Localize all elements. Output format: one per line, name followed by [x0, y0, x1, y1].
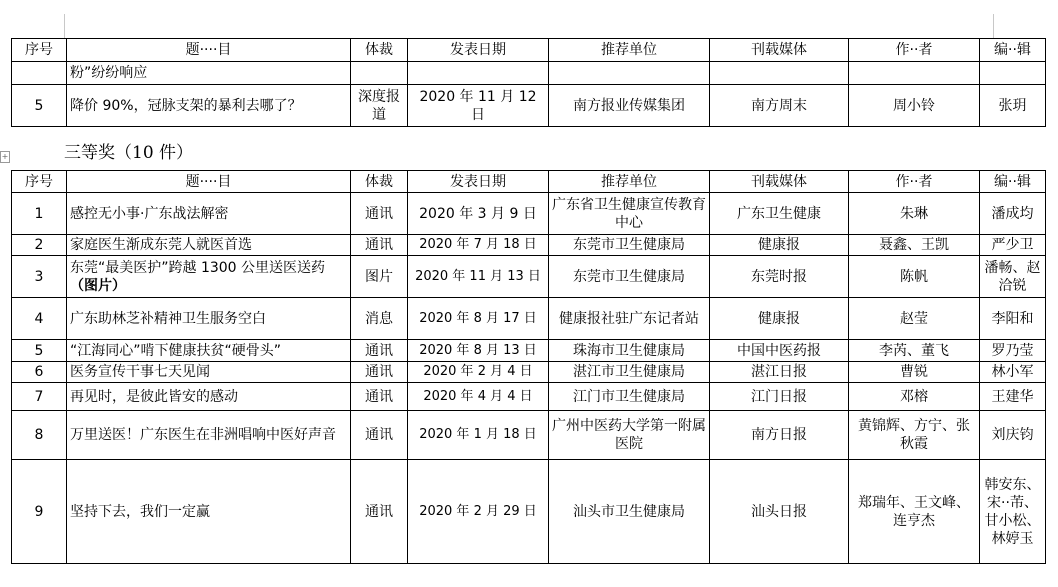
cell-title	[67, 256, 351, 298]
cell-unit: 东莞市卫生健康局	[549, 256, 710, 298]
cell-media: 江门日报	[710, 383, 849, 411]
header-no: 序号	[12, 39, 67, 62]
cell-date: 2020 年 11 月 13 日	[408, 256, 549, 298]
cell-no: 9	[12, 460, 67, 564]
cell-author: 聂鑫、王凯	[849, 235, 980, 256]
section-title: 三等奖（10 件）	[64, 143, 194, 163]
cell-media: 中国中医药报	[710, 340, 849, 362]
cell-media: 南方日报	[710, 411, 849, 460]
cell-no: 7	[12, 383, 67, 411]
cell-title: 医务宣传干事七天见闻	[67, 362, 351, 383]
cell-genre: 通讯	[351, 460, 408, 564]
cell-no	[12, 62, 67, 85]
cell-author: 邓榕	[849, 383, 980, 411]
cell-media: 汕头日报	[710, 460, 849, 564]
cell-title: 坚持下去，我们一定赢	[67, 460, 351, 564]
cell-unit: 江门市卫生健康局	[549, 383, 710, 411]
table-row	[12, 460, 1046, 564]
cell-no: 3	[12, 256, 67, 298]
margin-guide-right	[993, 14, 994, 38]
cell-unit	[549, 62, 710, 85]
cell-genre: 通讯	[351, 383, 408, 411]
table-row	[12, 298, 1046, 340]
cell-date	[408, 62, 549, 85]
cell-genre: 消息	[351, 298, 408, 340]
cell-author: 陈帆	[849, 256, 980, 298]
cell-editor: 潘畅、赵洽锐	[980, 256, 1046, 298]
cell-no: 8	[12, 411, 67, 460]
header-editor: 编··辑	[980, 39, 1046, 62]
cell-date: 2020 年 7 月 18 日	[408, 235, 549, 256]
header-genre: 体裁	[351, 171, 408, 193]
table-row	[12, 85, 1046, 127]
cell-editor: 林小军	[980, 362, 1046, 383]
cell-editor: 韩安东、宋··芾、甘小松、林婷玉	[980, 460, 1046, 564]
cell-unit: 健康报社驻广东记者站	[549, 298, 710, 340]
cell-title: 粉”纷纷响应	[67, 62, 351, 85]
table-row	[12, 411, 1046, 460]
cell-author: 朱琳	[849, 193, 980, 235]
header-title: 题····目	[67, 171, 351, 193]
table-row	[12, 256, 1046, 298]
header-title: 题····目	[67, 39, 351, 62]
cell-genre	[351, 62, 408, 85]
cell-no: 4	[12, 298, 67, 340]
cell-author	[849, 62, 980, 85]
header-unit: 推荐单位	[549, 171, 710, 193]
cell-genre: 通讯	[351, 362, 408, 383]
header-date: 发表日期	[408, 39, 549, 62]
cell-unit: 广东省卫生健康宣传教育中心	[549, 193, 710, 235]
cell-media: 东莞时报	[710, 256, 849, 298]
margin-guide-left	[64, 14, 65, 38]
cell-genre: 通讯	[351, 340, 408, 362]
cell-title-bold: （图片）	[70, 277, 126, 294]
cell-genre: 深度报道	[351, 85, 408, 127]
table-row	[12, 362, 1046, 383]
cell-date: 2020 年 8 月 13 日	[408, 340, 549, 362]
cell-unit: 汕头市卫生健康局	[549, 460, 710, 564]
cell-no: 1	[12, 193, 67, 235]
table-row	[12, 383, 1046, 411]
cell-no: 6	[12, 362, 67, 383]
cell-date: 2020 年 8 月 17 日	[408, 298, 549, 340]
header-no: 序号	[12, 171, 67, 193]
header-unit: 推荐单位	[549, 39, 710, 62]
cell-date: 2020 年 3 月 9 日	[408, 193, 549, 235]
cell-genre: 通讯	[351, 411, 408, 460]
cell-no: 2	[12, 235, 67, 256]
cell-editor: 潘成均	[980, 193, 1046, 235]
cell-editor: 李阳和	[980, 298, 1046, 340]
cell-editor: 刘庆钧	[980, 411, 1046, 460]
table-header-row	[12, 39, 1046, 62]
cell-editor: 张玥	[980, 85, 1046, 127]
table-row	[12, 62, 1046, 85]
cell-media	[710, 62, 849, 85]
table-anchor-icon[interactable]: +	[1, 152, 9, 161]
awards-table-continued	[11, 38, 1046, 127]
cell-title: 再见时，是彼此皆安的感动	[67, 383, 351, 411]
cell-title: 万里送医！广东医生在非洲唱响中医好声音	[67, 411, 351, 460]
cell-unit: 东莞市卫生健康局	[549, 235, 710, 256]
table-row	[12, 340, 1046, 362]
header-author: 作··者	[849, 171, 980, 193]
cell-date: 2020 年 4 月 4 日	[408, 383, 549, 411]
cell-author: 黄锦辉、方宁、张秋霞	[849, 411, 980, 460]
header-genre: 体裁	[351, 39, 408, 62]
cell-media: 南方周末	[710, 85, 849, 127]
cell-date: 2020 年 2 月 4 日	[408, 362, 549, 383]
cell-editor: 罗乃莹	[980, 340, 1046, 362]
header-editor: 编··辑	[980, 171, 1046, 193]
table-row	[12, 235, 1046, 256]
cell-date: 2020 年 1 月 18 日	[408, 411, 549, 460]
cell-unit: 南方报业传媒集团	[549, 85, 710, 127]
table-row	[12, 193, 1046, 235]
header-media: 刊载媒体	[710, 171, 849, 193]
cell-title: 家庭医生渐成东莞人就医首选	[67, 235, 351, 256]
cell-title-text: 东莞“最美医护”跨越 1300 公里送医送药	[70, 259, 326, 276]
cell-title: 感控无小事·广东战法解密	[67, 193, 351, 235]
cell-date: 2020 年 2 月 29 日	[408, 460, 549, 564]
header-media: 刊载媒体	[710, 39, 849, 62]
table-header-row	[12, 171, 1046, 193]
cell-genre: 图片	[351, 256, 408, 298]
cell-no: 5	[12, 340, 67, 362]
cell-unit: 湛江市卫生健康局	[549, 362, 710, 383]
cell-media: 健康报	[710, 298, 849, 340]
header-date: 发表日期	[408, 171, 549, 193]
cell-media: 湛江日报	[710, 362, 849, 383]
cell-unit: 珠海市卫生健康局	[549, 340, 710, 362]
cell-unit: 广州中医药大学第一附属医院	[549, 411, 710, 460]
cell-editor: 严少卫	[980, 235, 1046, 256]
cell-author: 周小铃	[849, 85, 980, 127]
cell-author: 郑瑞年、王文峰、连亨杰	[849, 460, 980, 564]
header-author: 作··者	[849, 39, 980, 62]
cell-title: 广东助林芝补精神卫生服务空白	[67, 298, 351, 340]
cell-editor: 王建华	[980, 383, 1046, 411]
cell-author: 李芮、董飞	[849, 340, 980, 362]
cell-author: 赵莹	[849, 298, 980, 340]
cell-genre: 通讯	[351, 235, 408, 256]
cell-media: 健康报	[710, 235, 849, 256]
cell-author: 曹锐	[849, 362, 980, 383]
cell-media: 广东卫生健康	[710, 193, 849, 235]
third-prize-table	[11, 170, 1046, 564]
cell-no: 5	[12, 85, 67, 127]
cell-title: “江海同心”啃下健康扶贫“硬骨头”	[67, 340, 351, 362]
cell-date: 2020 年 11 月 12 日	[408, 85, 549, 127]
cell-editor	[980, 62, 1046, 85]
cell-genre: 通讯	[351, 193, 408, 235]
cell-title: 降价 90%，冠脉支架的暴利去哪了？	[67, 85, 351, 127]
